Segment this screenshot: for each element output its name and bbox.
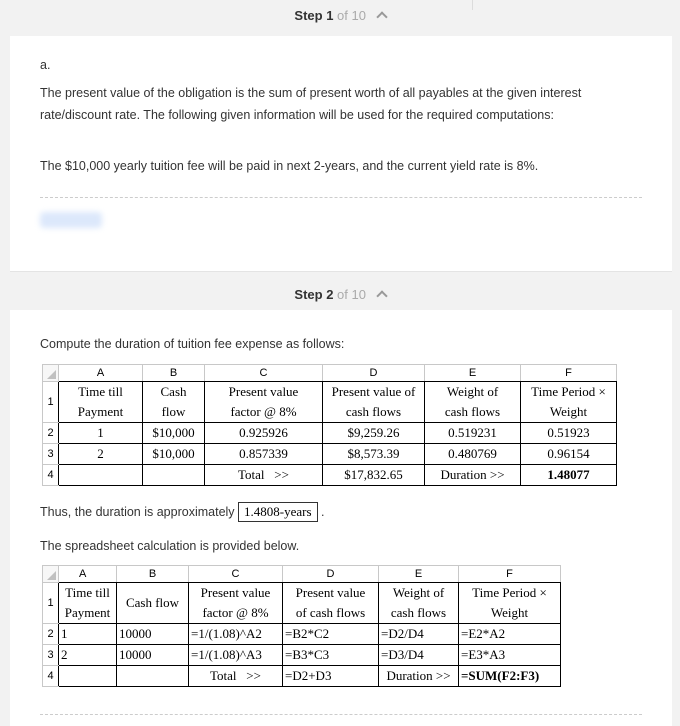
header-cell: Weight of cash flows [425, 382, 521, 423]
cell: =E2*A2 [459, 624, 561, 645]
cell: Duration >> [425, 465, 521, 486]
cell: =1/(1.08)^A3 [189, 645, 283, 666]
step-2-label: Step 2 [294, 287, 334, 302]
cell: =1/(1.08)^A2 [189, 624, 283, 645]
cell: =B2*C2 [283, 624, 379, 645]
table-row [43, 423, 617, 444]
cell: =D2/D4 [379, 624, 459, 645]
column-header: C [189, 566, 283, 583]
chevron-up-icon[interactable] [376, 11, 387, 22]
header-cell: Present value factor @ 8% [205, 382, 323, 423]
column-header: A [59, 365, 143, 382]
cell: 0.51923 [521, 423, 617, 444]
row-number: 2 [43, 423, 59, 444]
header-cell: Time till Payment [59, 382, 143, 423]
blurred-content [40, 212, 102, 228]
row-number: 3 [43, 444, 59, 465]
cell: 0.925926 [205, 423, 323, 444]
part-label: a. [40, 58, 51, 72]
cell: =B3*C3 [283, 645, 379, 666]
dashed-divider [40, 714, 642, 715]
cell: 2 [59, 444, 143, 465]
cell: Duration >> [379, 666, 459, 687]
header-cell: Present value of cash flows [283, 583, 379, 624]
step-1-count: of 10 [337, 8, 366, 23]
sheet-corner [43, 566, 59, 583]
column-header: D [283, 566, 379, 583]
cell [59, 465, 143, 486]
duration-table [42, 364, 617, 486]
cell: =E3*A3 [459, 645, 561, 666]
header-cell: Cash flow [143, 382, 205, 423]
step-1-paragraph-1: The present value of the obligation is the sum of present worth of all payables at the given interest rate/discount rate. The following given information will be used for the required computations: [40, 86, 582, 122]
cell [59, 666, 117, 687]
cell: 1.48077 [521, 465, 617, 486]
table-row [43, 444, 617, 465]
step-1-label: Step 1 [294, 8, 334, 23]
row-number: 3 [43, 645, 59, 666]
cell: 0.857339 [205, 444, 323, 465]
cell: =D3/D4 [379, 645, 459, 666]
table-row [43, 624, 561, 645]
header-cell: Present value of cash flows [323, 382, 425, 423]
cell: Total >> [205, 465, 323, 486]
duration-suffix: . [321, 505, 325, 519]
column-header: C [205, 365, 323, 382]
cell: 0.480769 [425, 444, 521, 465]
cell: 1 [59, 624, 117, 645]
table-row [43, 666, 561, 687]
spreadsheet-intro: The spreadsheet calculation is provided below. [40, 539, 300, 553]
cell: Total >> [189, 666, 283, 687]
cell: =SUM(F2:F3) [459, 666, 561, 687]
cell: $10,000 [143, 444, 205, 465]
row-number: 1 [43, 382, 59, 423]
dashed-divider [40, 197, 642, 198]
header-cell: Time Period × Weight [521, 382, 617, 423]
cell: 1 [59, 423, 143, 444]
cell: 0.96154 [521, 444, 617, 465]
cell: =D2+D3 [283, 666, 379, 687]
cell [143, 465, 205, 486]
table-row [43, 465, 617, 486]
cell: $17,832.65 [323, 465, 425, 486]
step-1-paragraph-2: The $10,000 yearly tuition fee will be paid in next 2-years, and the current yield rate is 8%. [40, 159, 539, 173]
cell: $10,000 [143, 423, 205, 444]
header-cell: Time Period × Weight [459, 583, 561, 624]
column-header: F [521, 365, 617, 382]
cell: $8,573.39 [323, 444, 425, 465]
column-header: E [425, 365, 521, 382]
column-header: F [459, 566, 561, 583]
duration-value: 1.4808-years [238, 502, 318, 522]
cell: 2 [59, 645, 117, 666]
step-2-card [10, 310, 672, 726]
chevron-up-icon[interactable] [376, 290, 387, 301]
column-header: B [117, 566, 189, 583]
cell: 10000 [117, 624, 189, 645]
header-cell: Present value factor @ 8% [189, 583, 283, 624]
header-cell: Weight of cash flows [379, 583, 459, 624]
column-header: B [143, 365, 205, 382]
column-header: D [323, 365, 425, 382]
row-number: 4 [43, 465, 59, 486]
column-header: E [379, 566, 459, 583]
sheet-corner [43, 365, 59, 382]
row-number: 4 [43, 666, 59, 687]
column-header: A [59, 566, 117, 583]
duration-sentence [40, 501, 640, 523]
step-2-count: of 10 [337, 287, 366, 302]
step-1-header[interactable] [0, 8, 680, 24]
cell: 0.519231 [425, 423, 521, 444]
step-1-card [10, 36, 672, 272]
header-cell: Time till Payment [59, 583, 117, 624]
duration-prefix: Thus, the duration is approximately [40, 505, 235, 519]
cell: $9,259.26 [323, 423, 425, 444]
formula-table [42, 565, 561, 687]
row-number: 1 [43, 583, 59, 624]
cell [117, 666, 189, 687]
cell: 10000 [117, 645, 189, 666]
row-number: 2 [43, 624, 59, 645]
step-2-intro: Compute the duration of tuition fee expense as follows: [40, 337, 345, 351]
header-cell: Cash flow [117, 583, 189, 624]
step-2-header[interactable] [0, 287, 680, 303]
table-row [43, 645, 561, 666]
